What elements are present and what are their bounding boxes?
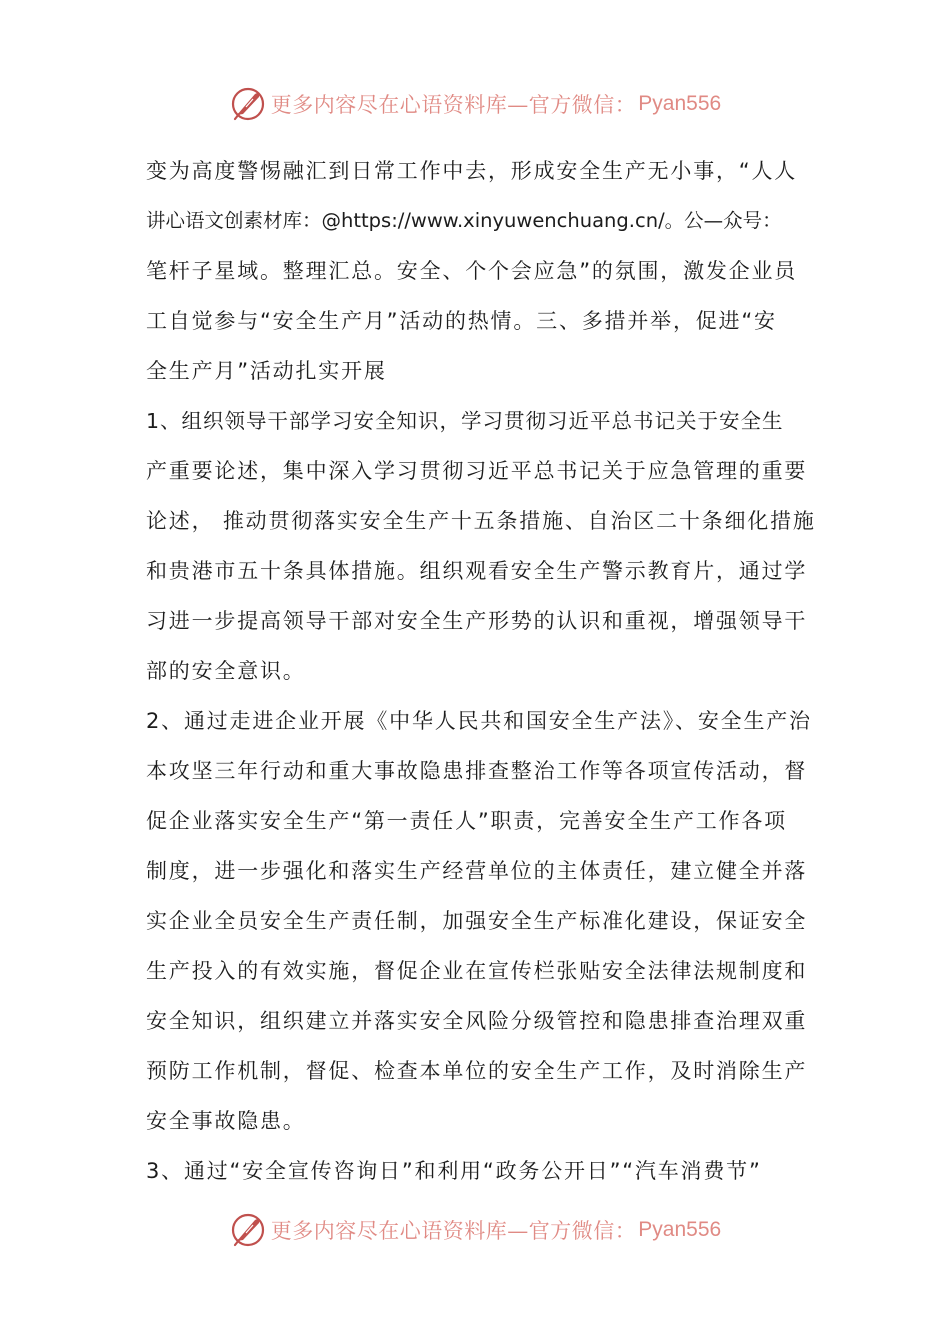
text-line: 安全知识，组织建立并落实安全风险分级管控和隐患排查治理双重 — [146, 1009, 808, 1033]
text-line: 本攻坚三年行动和重大事故隐患排查整治工作等各项宣传活动，督 — [146, 759, 808, 783]
text-line: 3、通过“安全宣传咨询日”和利用“政务公开日”“汽车消费节” — [146, 1159, 762, 1183]
text-line: 讲心语文创素材库：@https://www.xinyuwenchuang.cn/。公—众号： — [146, 209, 782, 232]
banner-text: 更多内容尽在心语资料库—官方微信： — [270, 1219, 637, 1243]
document-body — [146, 146, 816, 1196]
header-watermark-banner — [0, 82, 950, 126]
text-line: 生产投入的有效实施，督促企业在宣传栏张贴安全法律法规制度和 — [146, 959, 808, 983]
banner-text: 更多内容尽在心语资料库—官方微信： — [270, 93, 637, 117]
text-line: 工自觉参与“安全生产月”活动的热情。三、多措并举，促进“安 — [146, 309, 777, 333]
text-line: 习进一步提高领导干部对安全生产形势的认识和重视，增强领导干 — [146, 609, 808, 633]
text-line: 预防工作机制，督促、检查本单位的安全生产工作，及时消除生产 — [146, 1059, 808, 1083]
text-line: 产重要论述，集中深入学习贯彻习近平总书记关于应急管理的重要 — [146, 459, 808, 483]
text-line: 1、组织领导干部学习安全知识，学习贯彻习近平总书记关于安全生 — [146, 409, 784, 433]
text-line: 促企业落实安全生产“第一责任人”职责，完善安全生产工作各项 — [146, 809, 787, 833]
text-line: 2、通过走进企业开展《中华人民共和国安全生产法》、安全生产治 — [146, 709, 812, 733]
text-line: 制度，进一步强化和落实生产经营单位的主体责任，建立健全并落 — [146, 859, 808, 883]
quill-pen-logo-icon — [229, 1211, 267, 1249]
quill-pen-logo-icon — [229, 85, 267, 123]
text-line: 和贵港市五十条具体措施。组织观看安全生产警示教育片，通过学 — [146, 559, 808, 583]
banner-account: Pyan556 — [638, 1218, 722, 1241]
text-line: 全生产月”活动扎实开展 — [146, 359, 387, 383]
text-line: 部的安全意识。 — [146, 659, 306, 683]
text-line: 变为高度警惕融汇到日常工作中去，形成安全生产无小事，“人人 — [146, 159, 798, 183]
text-line: 论述， 推动贯彻落实安全生产十五条措施、自治区二十条细化措施 — [146, 509, 816, 533]
text-line: 安全事故隐患。 — [146, 1109, 306, 1133]
text-line: 笔杆子星域。整理汇总。安全、个个会应急”的氛围，激发企业员 — [146, 259, 798, 283]
footer-watermark-banner — [0, 1208, 950, 1252]
text-line: 实企业全员安全生产责任制，加强安全生产标准化建设，保证安全 — [146, 909, 808, 933]
banner-account: Pyan556 — [638, 92, 722, 115]
